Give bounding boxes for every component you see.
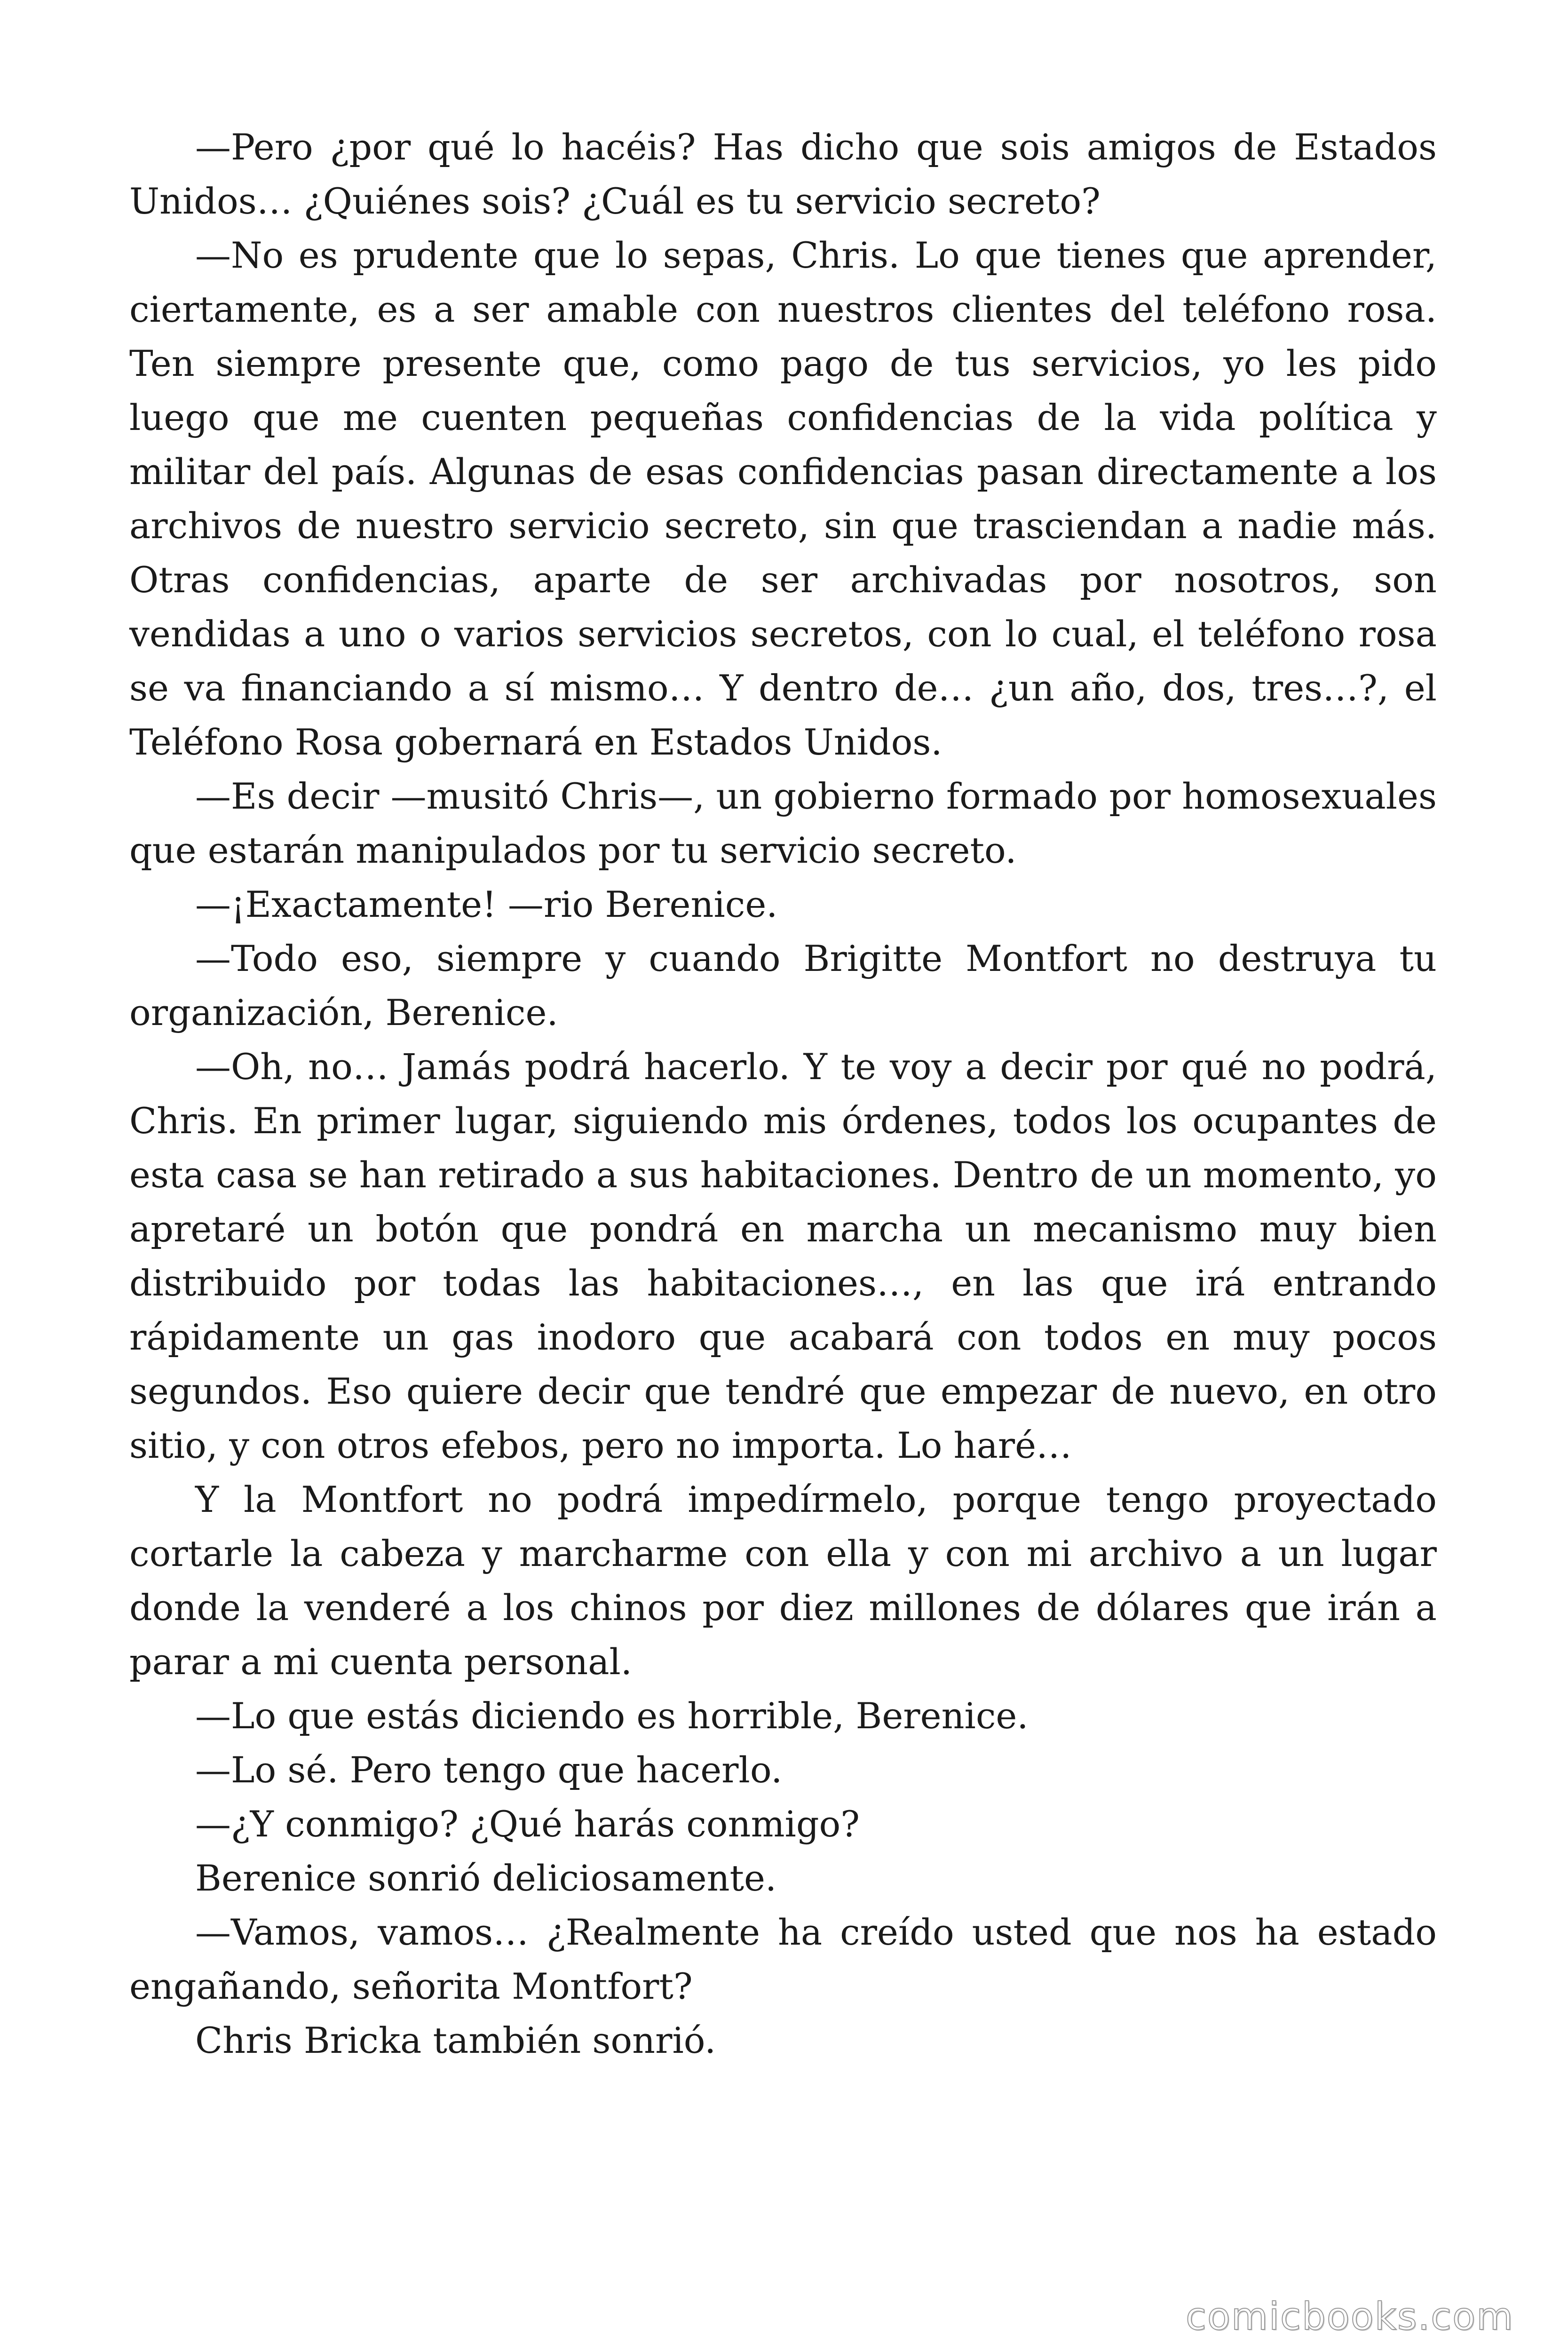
paragraph-10: —¿Y conmigo? ¿Qué harás conmigo? [195, 1803, 860, 1845]
paragraph-9: —Lo sé. Pero tengo que hacerlo. [195, 1749, 783, 1791]
paragraph-2: —No es prudente que lo sepas, Chris. Lo que tienes que aprender, ciertamente, es a ser amable con nuestros clientes del teléfono rosa. Ten siempre presente que, como pago de tus servicios, yo les pido luego que me cuenten pequeñas confidencias de la vida política y militar del país. Algunas de esas confidencias pasan directamente a los archivos de nuestro servicio secreto, sin que trasciendan a nadie más. Otras confidencias, aparte de ser archivadas por nosotros, son vendidas a uno o varios servicios secretos, con lo cual, el teléfono rosa se va financiando a sí mismo… Y dentro de… ¿un año, dos, tres…?, el Teléfono Rosa gobernará en Estados Unidos. [129, 234, 1437, 763]
paragraph-7: Y la Montfort no podrá impedírmelo, porque tengo proyectado cortarle la cabeza y marcharme con ella y con mi archivo a un lugar donde la venderé a los chinos por diez millones de dólares que irán a parar a mi cuenta personal. [129, 1478, 1437, 1683]
page-body-text [129, 120, 1437, 2067]
paragraph-1: —Pero ¿por qué lo hacéis? Has dicho que sois amigos de Estados Unidos… ¿Quiénes sois? ¿Cuál es tu servicio secreto? [129, 126, 1437, 222]
watermark-logo: comicbooks.com [1185, 2295, 1514, 2338]
paragraph-4: —¡Exactamente! —rio Berenice. [195, 883, 778, 925]
paragraph-5: —Todo eso, siempre y cuando Brigitte Montfort no destruya tu organización, Berenice. [129, 938, 1437, 1033]
paragraph-13: Chris Bricka también sonrió. [195, 2019, 716, 2061]
paragraph-8: —Lo que estás diciendo es horrible, Berenice. [195, 1695, 1029, 1737]
paragraph-3: —Es decir —musitó Chris—, un gobierno formado por homosexuales que estarán manipulados por tu servicio secreto. [129, 775, 1437, 871]
paragraph-6: —Oh, no… Jamás podrá hacerlo. Y te voy a decir por qué no podrá, Chris. En primer lugar, siguiendo mis órdenes, todos los ocupantes de esta casa se han retirado a sus habitaciones. Dentro de un momento, yo apretaré un botón que pondrá en marcha un mecanismo muy bien distribuido por todas las habitaciones…, en las que irá entrando rápidamente un gas inodoro que acabará con todos en muy pocos segundos. Eso quiere decir que tendré que empezar de nuevo, en otro sitio, y con otros efebos, pero no importa. Lo haré… [129, 1046, 1437, 1466]
paragraph-11: Berenice sonrió deliciosamente. [195, 1857, 777, 1899]
paragraph-12: —Vamos, vamos… ¿Realmente ha creído usted que nos ha estado engañando, señorita Montfort? [129, 1911, 1437, 2007]
